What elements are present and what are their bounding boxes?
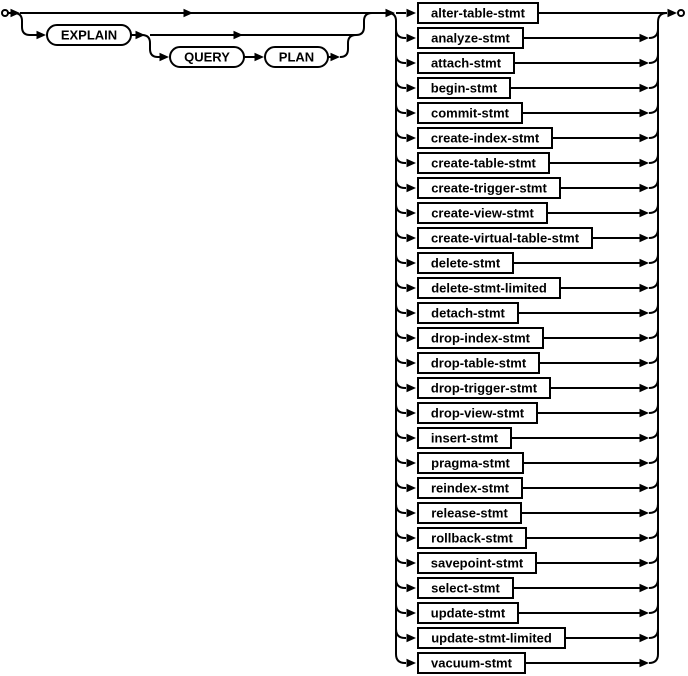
row-merge-curve (649, 329, 658, 338)
query-plan-return-curve (340, 35, 356, 57)
row-merge-curve (649, 279, 658, 288)
nonterminal-label: create-table-stmt (431, 155, 536, 171)
arrowhead-icon (640, 459, 650, 468)
nonterminal-label: begin-stmt (430, 80, 498, 96)
keyword-label: PLAN (278, 49, 315, 65)
row-branch-curve (396, 579, 405, 588)
arrowhead-icon (640, 109, 650, 118)
row-merge-curve (649, 479, 658, 488)
row-branch-curve (396, 629, 405, 638)
arrowhead-icon (640, 309, 650, 318)
row-branch-curve (396, 529, 405, 538)
arrowhead-icon (407, 34, 417, 43)
row-branch-curve (396, 129, 405, 138)
row-branch-curve (396, 479, 405, 488)
arrowhead-icon (255, 53, 265, 62)
arrowhead-icon (407, 659, 417, 668)
arrowhead-icon (640, 409, 650, 418)
node-analyze-stmt[interactable] (418, 28, 523, 48)
arrowhead-icon (640, 534, 650, 543)
node-drop-table-stmt[interactable] (418, 353, 539, 373)
row-merge-curve (649, 304, 658, 313)
arrowhead-icon (407, 634, 417, 643)
arrowhead-icon (407, 609, 417, 618)
row-merge-curve (649, 29, 658, 38)
node-create-index-stmt[interactable] (418, 128, 552, 148)
row-merge-curve (649, 604, 658, 613)
keyword-label: QUERY (184, 49, 230, 65)
arrowhead-icon (640, 359, 650, 368)
nonterminal-label: drop-trigger-stmt (430, 380, 538, 396)
arrowhead-icon (407, 509, 417, 518)
arrowhead-icon (640, 59, 650, 68)
node-reindex-stmt[interactable] (418, 478, 522, 498)
arrowhead-icon (37, 31, 47, 40)
row-branch-curve (396, 304, 405, 313)
node-drop-trigger-stmt[interactable] (418, 378, 550, 398)
node-begin-stmt[interactable] (418, 78, 510, 98)
nonterminal-label: insert-stmt (430, 430, 499, 446)
arrowhead-icon (640, 159, 650, 168)
explain-branch-curve (14, 13, 30, 35)
node-pragma-stmt[interactable] (418, 453, 523, 473)
row-merge-curve (649, 79, 658, 88)
arrowhead-icon (407, 109, 417, 118)
arrowhead-icon (407, 234, 417, 243)
row-branch-curve (396, 379, 405, 388)
row-branch-curve (396, 654, 405, 663)
arrowhead-icon (640, 609, 650, 618)
row-merge-curve (649, 579, 658, 588)
node-attach-stmt[interactable] (418, 53, 514, 73)
node-create-virtual-table-stmt[interactable] (418, 228, 592, 248)
row-branch-curve (396, 454, 405, 463)
keyword-plan (265, 47, 328, 67)
nonterminal-label: reindex-stmt (430, 480, 510, 496)
row-branch-curve (396, 604, 405, 613)
row-merge-curve (649, 504, 658, 513)
arrowhead-icon (184, 9, 194, 18)
explain-return-curve (356, 13, 372, 35)
arrowhead-icon (640, 259, 650, 268)
arrowhead-icon (407, 284, 417, 293)
row-branch-curve (396, 429, 405, 438)
row-branch-curve (396, 204, 405, 213)
row-merge-curve (649, 129, 658, 138)
nonterminal-label: create-virtual-table-stmt (430, 230, 580, 246)
nonterminal-label: savepoint-stmt (430, 555, 524, 571)
row-merge-curve (649, 54, 658, 63)
keyword-explain (47, 25, 131, 45)
arrowhead-icon (407, 134, 417, 143)
row-merge-curve (649, 529, 658, 538)
row-branch-curve (396, 329, 405, 338)
arrowhead-icon (640, 284, 650, 293)
arrowhead-icon (407, 484, 417, 493)
arrowhead-icon (407, 434, 417, 443)
arrowhead-icon (640, 509, 650, 518)
row-merge-curve (649, 254, 658, 263)
row-branch-curve (396, 54, 405, 63)
nonterminal-label: pragma-stmt (431, 455, 510, 471)
arrowhead-icon (407, 334, 417, 343)
node-insert-stmt[interactable] (418, 428, 511, 448)
arrowhead-icon (407, 584, 417, 593)
node-rollback-stmt[interactable] (418, 528, 526, 548)
row-branch-curve (396, 104, 405, 113)
right-bus-top-curve (658, 13, 667, 22)
arrowhead-icon (160, 53, 170, 62)
nonterminal-label: attach-stmt (430, 55, 502, 71)
row-branch-curve (396, 29, 405, 38)
nonterminal-label: commit-stmt (430, 105, 510, 121)
node-create-table-stmt[interactable] (418, 153, 549, 173)
node-select-stmt[interactable] (418, 578, 513, 598)
row-branch-curve (396, 254, 405, 263)
node-savepoint-stmt[interactable] (418, 553, 536, 573)
arrowhead-icon (407, 459, 417, 468)
arrowhead-icon (407, 259, 417, 268)
arrowhead-icon (640, 334, 650, 343)
node-delete-stmt-limited[interactable] (418, 278, 560, 298)
arrowhead-icon (407, 59, 417, 68)
arrowhead-icon (640, 634, 650, 643)
arrowhead-icon (640, 84, 650, 93)
nonterminal-label: drop-view-stmt (430, 405, 525, 421)
nonterminal-label: vacuum-stmt (431, 655, 512, 671)
arrowhead-icon (640, 384, 650, 393)
row-branch-curve (396, 229, 405, 238)
node-detach-stmt[interactable] (418, 303, 518, 323)
row-merge-curve (649, 154, 658, 163)
nonterminal-label: rollback-stmt (431, 530, 513, 546)
query-plan-branch-curve (142, 35, 158, 57)
nonterminal-label: create-trigger-stmt (431, 180, 547, 196)
node-alter-table-stmt[interactable] (418, 3, 538, 23)
keyword-label: EXPLAIN (60, 27, 118, 43)
row-merge-curve (649, 429, 658, 438)
arrowhead-icon (640, 209, 650, 218)
nonterminal-label: delete-stmt-limited (431, 280, 547, 296)
arrowhead-icon (407, 209, 417, 218)
node-vacuum-stmt[interactable] (418, 653, 525, 673)
row-branch-curve (396, 154, 405, 163)
node-release-stmt[interactable] (418, 503, 521, 523)
arrowhead-icon (407, 384, 417, 393)
row-branch-curve (396, 404, 405, 413)
nonterminal-label: release-stmt (431, 505, 508, 521)
arrowhead-icon (331, 53, 341, 62)
node-drop-index-stmt[interactable] (418, 328, 543, 348)
arrowhead-icon (407, 359, 417, 368)
arrowhead-icon (407, 409, 417, 418)
row-merge-curve (649, 179, 658, 188)
nonterminal-label: update-stmt-limited (431, 630, 552, 646)
start-terminal-icon (2, 10, 8, 16)
arrowhead-icon (407, 184, 417, 193)
arrowhead-icon (640, 434, 650, 443)
node-update-stmt[interactable] (418, 603, 518, 623)
arrowhead-icon (407, 534, 417, 543)
nonterminal-label: create-view-stmt (431, 205, 534, 221)
nonterminal-label: analyze-stmt (431, 30, 510, 46)
arrowhead-icon (407, 84, 417, 93)
row-branch-curve (396, 279, 405, 288)
row-branch-curve (396, 504, 405, 513)
row-branch-curve (396, 179, 405, 188)
row-merge-curve (649, 354, 658, 363)
node-drop-view-stmt[interactable] (418, 403, 537, 423)
row-branch-curve (396, 554, 405, 563)
arrowhead-icon (640, 234, 650, 243)
arrowhead-icon (407, 309, 417, 318)
arrowhead-icon (640, 134, 650, 143)
node-delete-stmt[interactable] (418, 253, 513, 273)
nonterminal-label: select-stmt (431, 580, 500, 596)
row-merge-curve (649, 229, 658, 238)
row-merge-curve (649, 454, 658, 463)
arrowhead-icon (640, 34, 650, 43)
keyword-query (170, 47, 244, 67)
arrowhead-icon (407, 159, 417, 168)
arrowhead-icon (640, 584, 650, 593)
row-merge-curve (649, 629, 658, 638)
arrowhead-icon (640, 659, 650, 668)
nonterminal-label: drop-table-stmt (430, 355, 527, 371)
nonterminal-label: drop-index-stmt (431, 330, 530, 346)
arrowhead-icon (640, 184, 650, 193)
nonterminal-label: detach-stmt (431, 305, 505, 321)
end-terminal-icon (678, 10, 684, 16)
nonterminal-label: update-stmt (430, 605, 506, 621)
node-create-view-stmt[interactable] (418, 203, 547, 223)
node-update-stmt-limited[interactable] (418, 628, 565, 648)
arrowhead-icon (234, 31, 244, 40)
arrowhead-icon (640, 559, 650, 568)
arrowhead-icon (407, 559, 417, 568)
row-merge-curve (649, 404, 658, 413)
arrowhead-icon (668, 9, 678, 18)
arrowhead-icon (407, 9, 417, 18)
row-branch-curve (396, 79, 405, 88)
row-merge-curve (649, 204, 658, 213)
row-merge-curve (649, 104, 658, 113)
nonterminal-label: alter-table-stmt (431, 5, 525, 21)
row-branch-curve (396, 354, 405, 363)
arrowhead-icon (640, 484, 650, 493)
nonterminal-label: create-index-stmt (430, 130, 540, 146)
row-merge-curve (649, 654, 658, 663)
nonterminal-label: delete-stmt (430, 255, 501, 271)
node-create-trigger-stmt[interactable] (418, 178, 560, 198)
row-merge-curve (649, 379, 658, 388)
node-commit-stmt[interactable] (418, 103, 522, 123)
row-merge-curve (649, 554, 658, 563)
